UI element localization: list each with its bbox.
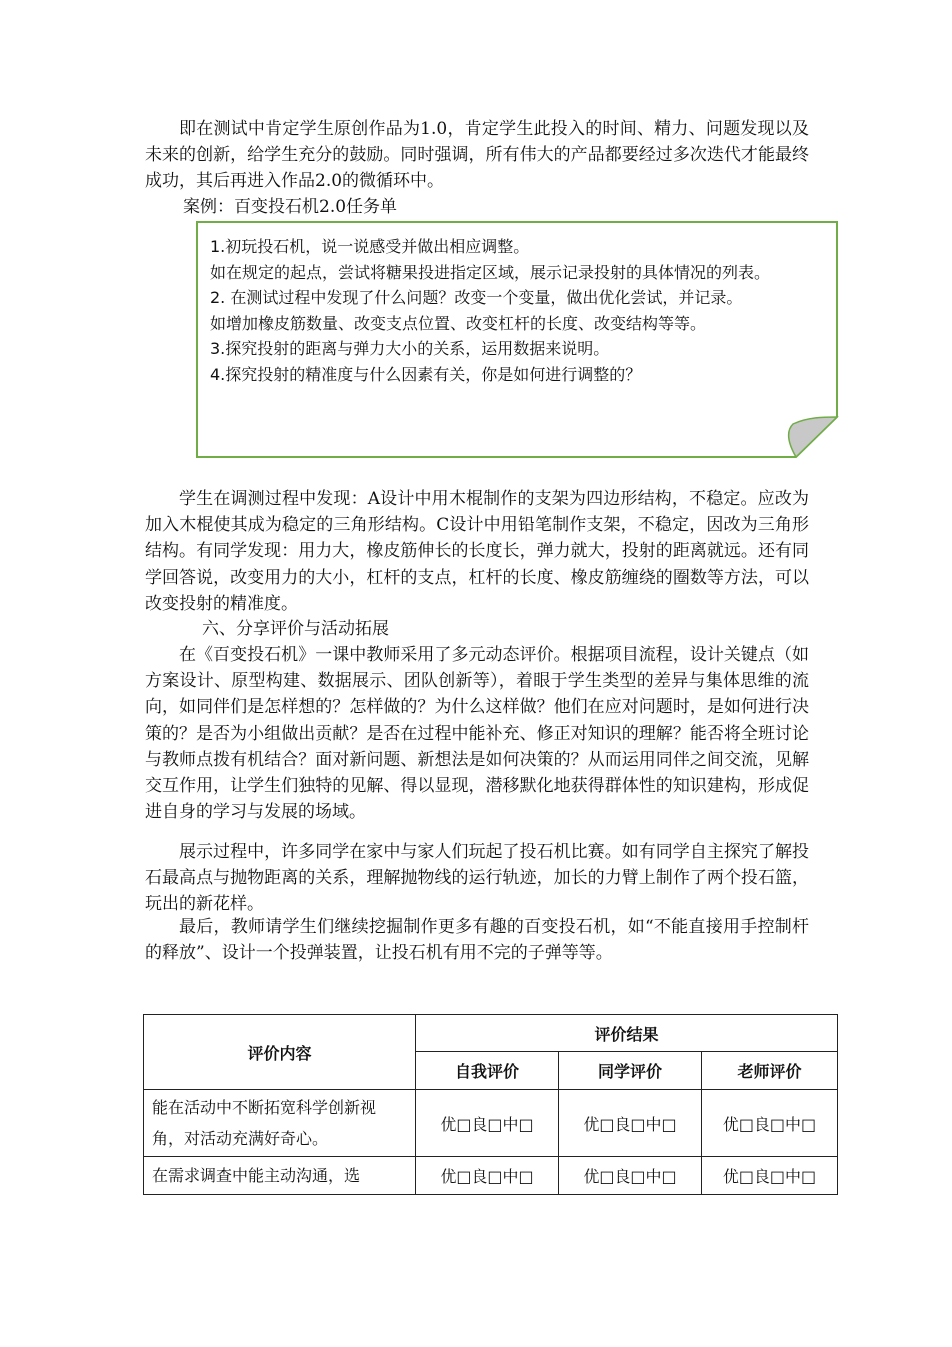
rating-cell: 优□良□中□ xyxy=(702,1090,838,1157)
header-result: 评价结果 xyxy=(416,1015,838,1052)
task-callout-box xyxy=(196,221,840,458)
section-heading: 六、分享评价与活动拓展 xyxy=(202,619,389,639)
rating-cell: 优□良□中□ xyxy=(559,1157,702,1195)
callout-line: 1.初玩投石机，说一说感受并做出相应调整。 xyxy=(210,237,530,256)
table-cell-content: 能在活动中不断拓宽科学创新视角，对活动充满好奇心。 xyxy=(144,1090,416,1157)
case-label: 案例：百变投石机2.0任务单 xyxy=(183,197,398,217)
header-peer-eval: 同学评价 xyxy=(559,1052,702,1090)
table-row xyxy=(144,1090,838,1157)
callout-line: 4.探究投射的精准度与什么因素有关，你是如何进行调整的？ xyxy=(210,364,642,384)
callout-folded-corner xyxy=(789,417,837,457)
header-teacher-eval: 老师评价 xyxy=(702,1052,838,1090)
paragraph-intro: 即在测试中肯定学生原创作品为1.0，肯定学生此投入的时间、精力、问题发现以及未来的创新，给学生充分的鼓励。同时强调，所有伟大的产品都要经过多次迭代才能最终成功，其后再进入作品2.0的微循环中。 xyxy=(145,119,809,192)
callout-text xyxy=(210,234,828,387)
paragraph-showcase: 展示过程中，许多同学在家中与家人们玩起了投石机比赛。如有同学自主探究了解投石最高点与抛物距离的关系，理解抛物线的运行轨迹，加长的力臂上制作了两个投石篮，玩出的新花样。 xyxy=(145,842,809,915)
evaluation-table xyxy=(143,1014,838,1195)
rating-cell: 优□良□中□ xyxy=(702,1157,838,1195)
paragraph-findings: 学生在调测过程中发现：A设计中用木棍制作的支架为四边形结构，不稳定。应改为加入木棍使其成为稳定的三角形结构。C设计中用铅笔制作支架，不稳定，因改为三角形结构。有同学发现：用力大，橡皮筋伸长的长度长，弹力就大，投射的距离就远。还有同学回答说，改变用力的大小，杠杆的支点，杠杆的长度、橡皮筋缠绕的圈数等方法，可以改变投射的精准度。 xyxy=(145,489,809,614)
callout-line: 2. 在测试过程中发现了什么问题？改变一个变量，做出优化尝试，并记录。 xyxy=(210,288,743,307)
header-content: 评价内容 xyxy=(144,1015,416,1090)
table-cell-content: 在需求调查中能主动沟通，选 xyxy=(144,1157,416,1195)
paragraph-conclusion: 最后，教师请学生们继续挖掘制作更多有趣的百变投石机，如“不能直接用手控制杆的释放”、设计一个投弹装置，让投石机有用不完的子弹等等。 xyxy=(145,917,809,964)
header-self-eval: 自我评价 xyxy=(416,1052,559,1090)
callout-line: 3.探究投射的距离与弹力大小的关系，运用数据来说明。 xyxy=(210,339,610,358)
rating-cell: 优□良□中□ xyxy=(416,1090,559,1157)
table-row xyxy=(144,1157,838,1195)
callout-line: 如增加橡皮筋数量、改变支点位置、改变杠杆的长度、改变结构等等。 xyxy=(210,313,707,333)
rating-cell: 优□良□中□ xyxy=(416,1157,559,1195)
paragraph-evaluation: 在《百变投石机》一课中教师采用了多元动态评价。根据项目流程，设计关键点（如方案设计、原型构建、数据展示、团队创新等），着眼于学生类型的差异与集体思维的流向，如同伴们是怎样想的？怎样做的？为什么这样做？他们在应对问题时，是如何进行决策的？是否为小组做出贡献？是否在过程中能补充、修正对知识的理解？能否将全班讨论与教师点拨有机结合？面对新问题、新想法是如何决策的？从而运用同伴之间交流，见解交互作用，让学生们独特的见解、得以显现，潜移默化地获得群体性的知识建构，形成促进自身的学习与发展的场域。 xyxy=(145,645,809,823)
callout-line: 如在规定的起点，尝试将糖果投进指定区域，展示记录投射的具体情况的列表。 xyxy=(210,262,771,282)
rating-cell: 优□良□中□ xyxy=(559,1090,702,1157)
